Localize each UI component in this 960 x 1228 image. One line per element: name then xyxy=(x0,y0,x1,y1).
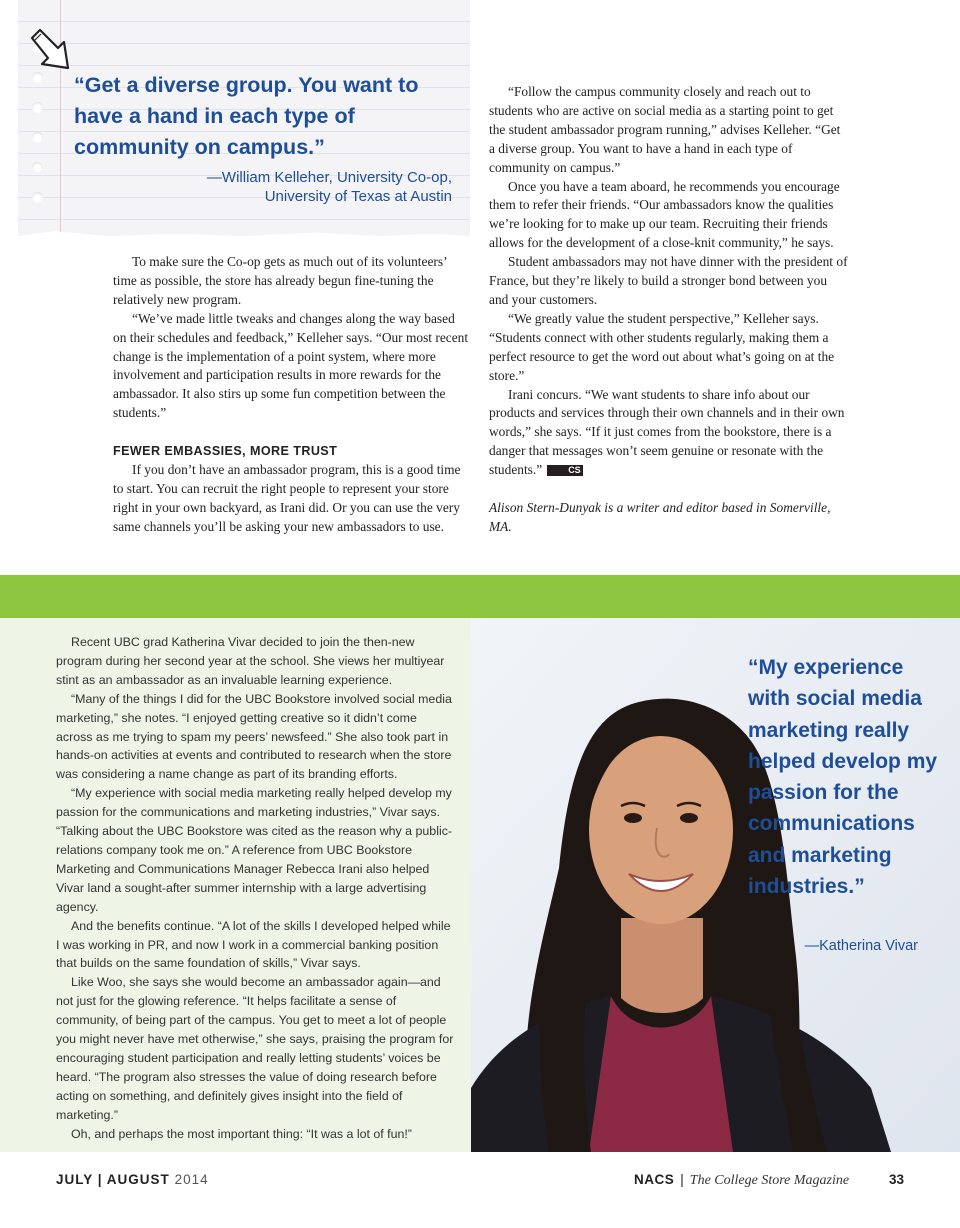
article-paragraph: To make sure the Co-op gets as much out of its volunteers’ time as possible, the store has already begun fine-tuning the relatively new program. xyxy=(113,254,447,307)
footer-publication xyxy=(634,1172,904,1189)
sidebar-paragraph: “Many of the things I did for the UBC Bookstore involved social media marketing,” she notes. “I enjoyed getting creative so it didn’t come across as me trying to spam my peers’ newsfeed.” She also took part in hands-on activities at events and contributed to research when the store was considering a name change as part of its branding efforts. xyxy=(56,691,452,782)
author-bio: Alison Stern-Dunyak is a writer and editor based in Somerville, MA. xyxy=(489,499,831,534)
paragraph-text: Irani concurs. “We want students to share info about our products and services through their own channels and in their own words,” she says. “If it just comes from the bookstore, there is a danger that messages won’t seem genuine or resonate with the students.” xyxy=(489,386,845,478)
pull-quote-text: “Get a diverse group. You want to have a hand in each type of community on campus.” xyxy=(74,73,419,159)
article-left-column xyxy=(113,253,469,537)
article-paragraph xyxy=(489,386,849,481)
paper-hole xyxy=(32,192,43,203)
article-paragraph: Student ambassadors may not have dinner with the president of France, but they’re likely to build a stronger bond between you and your customers. xyxy=(489,254,848,307)
magazine-name: The College Store Magazine xyxy=(689,1173,850,1188)
attribution-line: University of Texas at Austin xyxy=(264,188,452,205)
paper-hole xyxy=(32,162,43,173)
footer-issue-date xyxy=(56,1172,209,1187)
pull-quote-attribution xyxy=(150,168,452,206)
page-number: 33 xyxy=(888,1172,904,1187)
sidebar-paragraph: And the benefits continue. “A lot of the skills I developed helped while I was working in PR, and now I work in a commercial banking position that builds on the same foundation of skills,” Vivar says. xyxy=(56,918,451,971)
sidebar-paragraph: “My experience with social media marketing really helped develop my passion for the communications and marketing industries,” Vivar says. “Talking about the UBC Bookstore was cited as the reason why a public-relations company took me on.” A reference from UBC Bookstore Marketing and Communications Manager Rebecca Irani also helped Vivar land a sought-after summer internship with a large advertising agency. xyxy=(56,786,453,914)
attribution-line: —William Kelleher, University Co-op, xyxy=(206,169,452,186)
sidebar-article xyxy=(56,633,454,1143)
sidebar-paragraph: Like Woo, she says she would become an ambassador again—and not just for the glowing reference. “It helps facilitate a sense of community, of being part of the campus. You get to meet a lot of people you might never have met otherwise,” she says, praising the program for encouraging student participation and really letting students’ voices be heard. “The program also stresses the value of doing research before acting on something, and definitely gives insight into the field of marketing.” xyxy=(56,975,454,1122)
issue-year: 2014 xyxy=(174,1172,209,1187)
end-mark-badge: CS xyxy=(547,465,583,476)
publisher-name: NACS xyxy=(634,1172,675,1187)
green-divider-band xyxy=(0,575,960,618)
article-right-column xyxy=(489,83,849,537)
article-paragraph: “We greatly value the student perspective,” Kelleher says. “Students connect with other students regularly, making them a perfect resource to get the word out about what’s going on at the store.” xyxy=(489,310,835,383)
arrow-down-right-icon xyxy=(26,26,78,78)
photo-pull-quote: “My experience with social media marketing really helped develop my passion for the communications and marketing industries.” xyxy=(748,656,938,899)
sidebar-paragraph: Oh, and perhaps the most important thing: “It was a lot of fun!” xyxy=(71,1126,412,1141)
article-paragraph: “We’ve made little tweaks and changes along the way based on their schedules and feedback,” Kelleher says. “Our most recent change is the implementation of a point system, where more involvement and participation results in more rewards for the ambassador. It also stirs up some fun competition between the students.” xyxy=(113,310,469,421)
issue-months: JULY | AUGUST xyxy=(56,1172,170,1187)
paper-hole xyxy=(32,102,43,113)
sidebar-paragraph: Recent UBC grad Katherina Vivar decided to join the then-new program during her second year at the school. She views her multiyear stint as an ambassador as an invaluable learning experience. xyxy=(56,635,445,687)
article-paragraph: If you don’t have an ambassador program, this is a good time to start. You can recruit the right people to represent your store right in your own backyard, as Irani did. Or you can use the very same channels you’ll be asking your new ambassadors to use. xyxy=(113,461,461,534)
article-paragraph: Once you have a team aboard, he recommends you encourage them to refer their friends. “Our ambassadors know the qualities we’re looking for to make up our team. Recruiting their friends allows for the development of a close-knit community,” he says. xyxy=(489,178,840,251)
photo-quote-attribution: —Katherina Vivar xyxy=(804,938,918,954)
paper-hole xyxy=(32,132,43,143)
footer-separator: | xyxy=(680,1172,684,1187)
article-paragraph: “Follow the campus community closely and reach out to students who are active on social media as a starting point to get the student ambassador program running,” advises Kelleher. “Get a diverse group. You want to have a hand in each type of community on campus.” xyxy=(489,84,841,175)
section-subhead: FEWER EMBASSIES, MORE TRUST xyxy=(113,444,338,459)
